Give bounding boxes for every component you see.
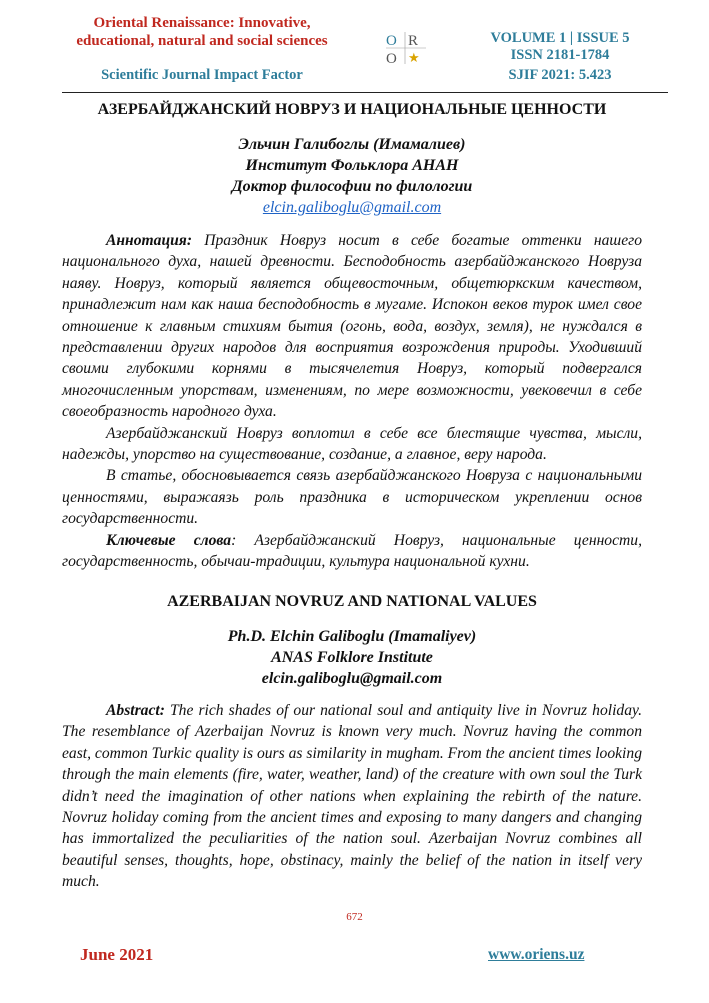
- volume-issue: VOLUME 1 | ISSUE 5: [490, 30, 630, 46]
- footer-date: June 2021: [80, 945, 154, 964]
- en-abstract: [62, 700, 642, 893]
- en-abstract-text: The rich shades of our national soul and antiquity live in Novruz holiday. The resemblance of Azerbaijan Novruz is known very much. Novruz having the common east, common Turkic quality is ours as similarity in mugham. From the ancient times looking through the main elements (fire, water, weather, land) of the creature with own soul the Turk didn’t need the imagination of other nations when explaining the rebirth of the nature. Novruz holiday coming from the ancient times and exposing to many dangers and changing has immortalized the peculiarities of the nation soul. Azerbaijan Novruz combines all beautiful senses, thoughts, hope, obstinacy, mainly the belief of the nation in itself very much.: [62, 702, 642, 891]
- journal-name-line2: educational, natural and social sciences: [76, 33, 328, 49]
- ru-paragraph-2: Азербайджанский Новруз воплотил в себе все блестящие чувства, мысли, надежды, упорство на существование, создание, а главное, веру народа.: [62, 424, 642, 464]
- ru-abstract-paragraph: [62, 230, 642, 423]
- en-email: elcin.galiboglu@gmail.com: [261, 670, 443, 687]
- issn: ISSN 2181-1784: [510, 47, 610, 63]
- ru-author-block: [62, 134, 642, 218]
- ru-abstract: [62, 230, 642, 573]
- logo-star: ★: [408, 51, 420, 66]
- header-divider: [62, 92, 668, 93]
- en-title: AZERBAIJAN NOVRUZ AND NATIONAL VALUES: [167, 593, 537, 610]
- en-abstract-paragraph: [62, 700, 642, 893]
- ru-paragraph-3: В статье, обосновывается связь азербайджанского Новруза с национальными ценностями, выражаязь роль праздника в историческом укреплении основ государственности.: [62, 467, 642, 528]
- impact-factor-label: Scientific Journal Impact Factor: [101, 67, 303, 83]
- ru-title: АЗЕРБАЙДЖАНСКИЙ НОВРУЗ И НАЦИОНАЛЬНЫЕ ЦЕННОСТИ: [97, 101, 607, 118]
- ru-institute: Институт Фольклора АНАН: [245, 157, 459, 174]
- en-abstract-label: Abstract:: [106, 702, 165, 719]
- page-number: 672: [346, 911, 363, 923]
- volume-info: [470, 30, 650, 64]
- ru-email-link[interactable]: elcin.galiboglu@gmail.com: [262, 199, 442, 216]
- ru-keywords: [62, 530, 642, 573]
- ru-keywords-text: : Азербайджанский Новруз, национальные ценности, государственность, обычаи-традиции, культура национальной кухни.: [62, 531, 642, 571]
- logo-letter-r: R: [408, 33, 419, 49]
- footer-website-link[interactable]: www.oriens.uz: [488, 946, 585, 963]
- ru-abstract-label: Аннотация:: [106, 232, 193, 249]
- ru-author: Эльчин Галибоглы (Имамалиев): [238, 136, 466, 153]
- journal-logo: [384, 30, 428, 66]
- en-author: Ph.D. Elchin Galiboglu (Imamaliyev): [227, 628, 477, 645]
- sjif: SJIF 2021: 5.423: [508, 67, 612, 83]
- ru-keywords-label: Ключевые слова: [106, 531, 232, 549]
- ru-abstract-text: Праздник Новруз носит в себе богатые оттенки нашего национального духа, нашей древности. Бесподобность азербайджанского Новруза наяву. Новруз, который является общевосточным, общетюркским качеством, принадлежит нам как наша бесподобность в мугаме. Испокон веков турок имел свое отношение к главным стихиям бытия (огонь, вода, воздух, земля), не нуждался в представлении других народов для восприятия возрождения природы. Уходивший своими глубокими корнями в тысячелетия Новруз, который подвергался многочисленным упорствам, изменениям, по мере возможности, увековечил в себе своеобразность народного духа.: [62, 232, 642, 421]
- ru-degree: Доктор философии по филологии: [231, 178, 473, 195]
- logo-letter-o2: O: [386, 51, 397, 66]
- journal-name: [62, 14, 342, 50]
- en-institute: ANAS Folklore Institute: [271, 649, 433, 666]
- en-author-block: [62, 626, 642, 689]
- logo-letter-o1: O: [386, 33, 397, 49]
- journal-name-line1: Oriental Renaissance: Innovative,: [93, 15, 311, 31]
